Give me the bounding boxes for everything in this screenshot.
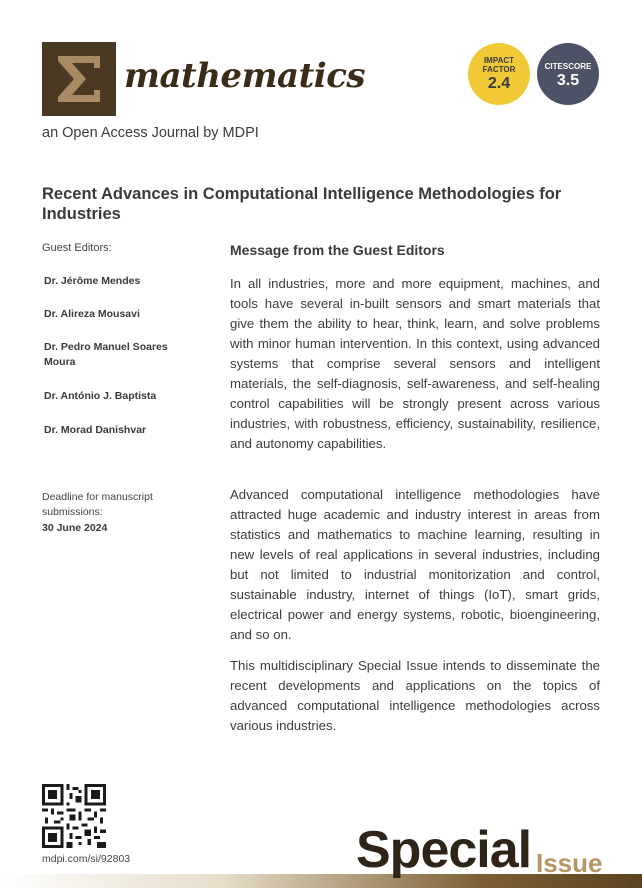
issue-wordmark: Issue — [536, 848, 603, 878]
message-paragraph: This multidisciplinary Special Issue intends to disseminate the recent developments and applications on the topics of advanced computational intelligence methodologies across various industries. — [230, 658, 600, 733]
citescore-label: CITESCORE — [544, 62, 592, 71]
journal-tagline: an Open Access Journal by MDPI — [42, 125, 259, 141]
citescore-badge — [537, 43, 599, 105]
editor-name: Dr. Morad Danishvar — [44, 424, 147, 436]
special-issue-url[interactable]: mdpi.com/si/92803 — [42, 853, 131, 865]
editor-name: Dr. Jérôme Mendes — [44, 275, 141, 287]
journal-name: mathematics — [124, 56, 366, 96]
message-paragraph: In all industries, more and more equipment, machines, and tools have several in-built sensors and smart materials that give them the ability to hear, think, learn, and solve problems with minor human intervention. In this context, using advanced systems that comprise several sensors and intelligent materials, the self-diagnosis, self-awareness, and self-healing control capabilities will be strongly present across various industries, with robustness, efficiency, sustainability, resilience, and autonomy capabilities. — [230, 276, 600, 451]
editor-name: Dr. Pedro Manuel Soares Moura — [44, 341, 168, 368]
special-issue-title: Recent Advances in Computational Intelligence Methodologies for Industries — [42, 185, 562, 223]
editor-name: Dr. António J. Baptista — [44, 390, 157, 402]
deadline-date: 30 June 2024 — [42, 522, 108, 534]
qr-code[interactable] — [42, 784, 106, 848]
impact-factor-value: 2.4 — [487, 75, 511, 92]
editor-name: Dr. Alireza Mousavi — [44, 308, 140, 320]
guest-editors-label: Guest Editors: — [42, 242, 112, 254]
impact-factor-label-2: FACTOR — [482, 65, 516, 74]
journal-logo — [42, 42, 116, 116]
citescore-value: 3.5 — [556, 72, 580, 89]
impact-factor-badge — [468, 43, 530, 105]
message-paragraph: Advanced computational intelligence methodologies have attracted huge academic and industry interest in areas from statistics and mathematics to machine learning, resulting in new levels of real applications in several industries, including but not limited to industrial monitorization and control, sustainable industry, internet of things (IoT), smart grids, electrical power and energy systems, robotic, bioengineering, and so on. — [230, 487, 600, 642]
message-heading: Message from the Guest Editors — [230, 242, 445, 258]
special-wordmark: Special — [356, 821, 532, 879]
deadline-label: Deadline for manuscript submissions: — [42, 491, 153, 518]
sigma-icon — [42, 42, 116, 116]
impact-factor-label-1: IMPACT — [483, 56, 515, 65]
guest-editors-section — [42, 242, 192, 436]
